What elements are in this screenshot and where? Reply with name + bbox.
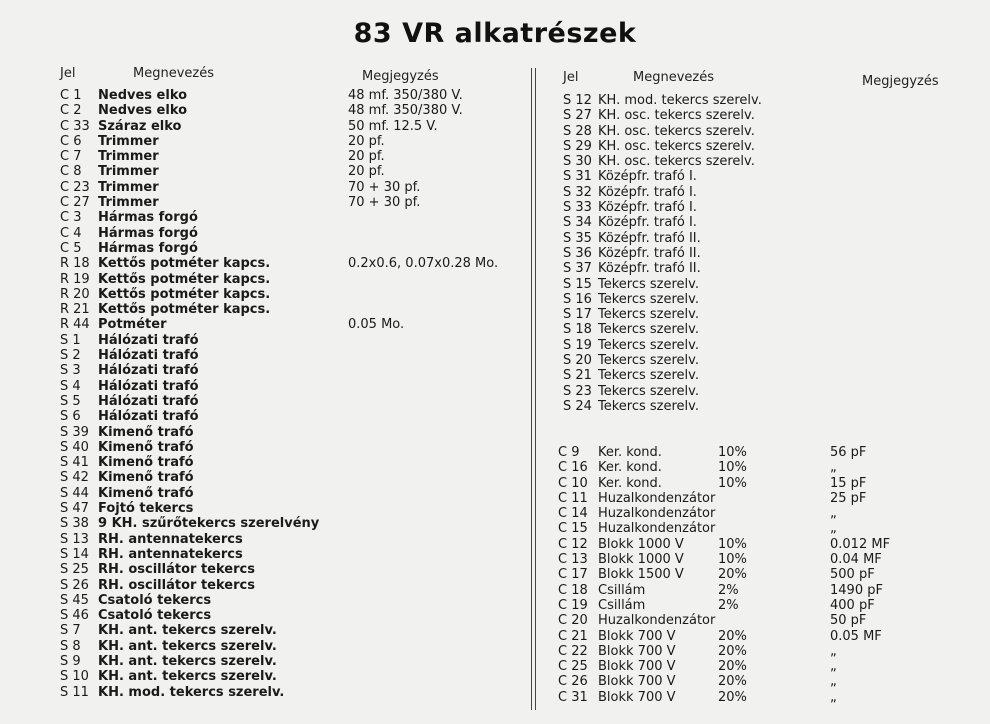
part-name: Blokk 700 V xyxy=(598,628,676,644)
part-id: C 8 xyxy=(60,164,82,180)
part-name: Csatoló tekercs xyxy=(98,608,212,624)
part-id: S 39 xyxy=(60,424,89,440)
part-name: Huzalkondenzátor xyxy=(598,613,716,629)
part-id: C 13 xyxy=(558,552,588,568)
table-row xyxy=(558,537,968,552)
part-note: „ xyxy=(830,506,837,522)
part-tolerance: 10% xyxy=(718,552,747,568)
table-row xyxy=(563,139,963,154)
part-tolerance: 10% xyxy=(718,475,747,491)
table-row xyxy=(563,322,963,337)
right-header-name: Megnevezés xyxy=(633,70,714,85)
part-note: 50 mf. 12.5 V. xyxy=(348,118,438,134)
part-id: S 26 xyxy=(60,577,89,593)
part-name: Hármas forgó xyxy=(98,210,198,226)
part-name: Tekercs szerelv. xyxy=(598,383,699,399)
part-id: C 18 xyxy=(558,582,588,598)
table-row xyxy=(60,164,520,179)
part-name: Trimmer xyxy=(98,149,159,165)
part-name: Középfr. trafó II. xyxy=(598,245,701,261)
part-name: Kettős potméter kapcs. xyxy=(98,302,271,318)
table-row xyxy=(60,669,520,684)
part-id: S 29 xyxy=(563,138,592,154)
part-id: S 38 xyxy=(60,516,89,532)
table-row xyxy=(60,470,520,485)
part-id: S 14 xyxy=(60,546,89,562)
part-name: Száraz elko xyxy=(98,118,182,134)
right-parts-list-top xyxy=(563,93,963,414)
part-name: Trimmer xyxy=(98,195,159,211)
table-row xyxy=(60,440,520,455)
part-id: S 21 xyxy=(563,368,592,384)
part-note: 50 pF xyxy=(830,613,867,629)
part-id: C 31 xyxy=(558,689,588,705)
part-name: KH. ant. tekercs szerelv. xyxy=(98,638,277,654)
part-name: Kimenő trafó xyxy=(98,455,194,471)
table-row xyxy=(558,476,968,491)
part-id: C 9 xyxy=(558,445,580,460)
table-row xyxy=(60,547,520,562)
part-id: C 25 xyxy=(558,659,588,675)
part-name: Tekercs szerelv. xyxy=(598,368,699,384)
part-id: C 2 xyxy=(60,103,82,119)
table-row xyxy=(60,425,520,440)
table-row xyxy=(563,108,963,123)
part-id: C 23 xyxy=(60,179,90,195)
table-row xyxy=(60,623,520,638)
part-note: 20 pf. xyxy=(348,149,385,165)
part-id: C 27 xyxy=(60,195,90,211)
part-id: C 16 xyxy=(558,460,588,476)
part-note: 70 + 30 pf. xyxy=(348,179,421,195)
part-id: S 27 xyxy=(563,108,592,124)
part-name: Középfr. trafó II. xyxy=(598,230,701,246)
table-row xyxy=(563,292,963,307)
part-name: Trimmer xyxy=(98,164,159,180)
part-name: Blokk 1000 V xyxy=(598,536,684,552)
table-row xyxy=(60,516,520,531)
part-name: Nedves elko xyxy=(98,103,188,119)
table-row xyxy=(558,445,968,460)
part-note: 500 pF xyxy=(830,567,875,583)
column-divider xyxy=(531,68,532,710)
table-row xyxy=(558,598,968,613)
table-row xyxy=(60,210,520,225)
part-id: S 35 xyxy=(563,230,592,246)
table-row xyxy=(60,532,520,547)
part-note: 25 pF xyxy=(830,490,867,506)
part-id: C 14 xyxy=(558,506,588,522)
part-name: Huzalkondenzátor xyxy=(598,521,716,537)
part-name: Ker. kond. xyxy=(598,475,662,491)
part-id: S 46 xyxy=(60,608,89,624)
part-note: „ xyxy=(830,659,837,675)
part-id: S 31 xyxy=(563,169,592,185)
table-row xyxy=(60,302,520,317)
part-id: S 23 xyxy=(563,383,592,399)
part-id: C 6 xyxy=(60,133,82,149)
part-note: 20 pf. xyxy=(348,133,385,149)
table-row xyxy=(563,368,963,383)
part-id: C 26 xyxy=(558,674,588,690)
left-parts-list xyxy=(60,88,520,700)
part-name: Tekercs szerelv. xyxy=(598,398,699,414)
part-id: S 33 xyxy=(563,200,592,216)
part-id: R 21 xyxy=(60,302,90,318)
part-id: C 4 xyxy=(60,225,82,241)
table-row xyxy=(563,307,963,322)
part-id: S 11 xyxy=(60,684,89,700)
table-row xyxy=(558,583,968,598)
table-row xyxy=(60,639,520,654)
part-note: „ xyxy=(830,674,837,690)
part-name: Kimenő trafó xyxy=(98,470,194,486)
part-name: 9 KH. szűrőtekercs szerelvény xyxy=(98,516,320,532)
part-tolerance: 2% xyxy=(718,597,739,613)
part-note: „ xyxy=(830,643,837,659)
table-row xyxy=(558,644,968,659)
table-row xyxy=(60,685,520,700)
part-note: „ xyxy=(830,460,837,476)
part-id: S 34 xyxy=(563,215,592,231)
part-tolerance: 20% xyxy=(718,567,747,583)
part-note: „ xyxy=(830,521,837,537)
table-row xyxy=(60,119,520,134)
part-id: S 3 xyxy=(60,363,81,379)
left-header-jel: Jel xyxy=(60,66,76,81)
table-row xyxy=(60,394,520,409)
part-name: Hálózati trafó xyxy=(98,348,199,364)
part-name: Huzalkondenzátor xyxy=(598,506,716,522)
part-name: Csillám xyxy=(598,597,646,613)
part-name: KH. ant. tekercs szerelv. xyxy=(98,669,277,685)
part-name: KH. ant. tekercs szerelv. xyxy=(98,653,277,669)
part-name: Trimmer xyxy=(98,179,159,195)
table-row xyxy=(60,379,520,394)
part-id: R 19 xyxy=(60,271,90,287)
part-name: Hálózati trafó xyxy=(98,409,199,425)
part-id: S 32 xyxy=(563,184,592,200)
part-note: 0.04 MF xyxy=(830,552,882,568)
part-id: S 8 xyxy=(60,638,81,654)
part-name: Ker. kond. xyxy=(598,460,662,476)
part-tolerance: 20% xyxy=(718,643,747,659)
part-name: Ker. kond. xyxy=(598,445,662,460)
part-tolerance: 10% xyxy=(718,536,747,552)
part-id: S 6 xyxy=(60,409,81,425)
part-tolerance: 20% xyxy=(718,689,747,705)
table-row xyxy=(558,690,968,705)
part-id: S 44 xyxy=(60,485,89,501)
part-name: Tekercs szerelv. xyxy=(598,322,699,338)
part-id: S 36 xyxy=(563,245,592,261)
table-row xyxy=(60,241,520,256)
part-name: RH. oscillátor tekercs xyxy=(98,562,255,578)
part-id: S 7 xyxy=(60,623,81,639)
part-note: 70 + 30 pf. xyxy=(348,195,421,211)
part-id: C 7 xyxy=(60,149,82,165)
part-id: S 13 xyxy=(60,531,89,547)
part-id: C 1 xyxy=(60,88,82,103)
part-name: Kettős potméter kapcs. xyxy=(98,271,271,287)
part-name: Középfr. trafó I. xyxy=(598,200,697,216)
part-id: S 5 xyxy=(60,393,81,409)
part-id: S 37 xyxy=(563,261,592,277)
table-row xyxy=(563,353,963,368)
part-name: Tekercs szerelv. xyxy=(598,353,699,369)
part-name: Tekercs szerelv. xyxy=(598,307,699,323)
table-row xyxy=(60,317,520,332)
part-name: Középfr. trafó I. xyxy=(598,215,697,231)
table-row xyxy=(558,674,968,689)
table-row xyxy=(563,246,963,261)
part-name: Blokk 700 V xyxy=(598,689,676,705)
part-id: R 18 xyxy=(60,256,90,272)
table-row xyxy=(563,277,963,292)
table-row xyxy=(563,124,963,139)
table-row xyxy=(60,134,520,149)
part-id: C 5 xyxy=(60,240,82,256)
part-name: Blokk 700 V xyxy=(598,674,676,690)
part-id: S 16 xyxy=(563,291,592,307)
part-id: S 45 xyxy=(60,592,89,608)
part-name: RH. antennatekercs xyxy=(98,546,243,562)
table-row xyxy=(563,261,963,276)
part-name: Potméter xyxy=(98,317,167,333)
part-name: Hálózati trafó xyxy=(98,378,199,394)
right-header-jel: Jel xyxy=(563,70,579,85)
part-id: S 28 xyxy=(563,123,592,139)
part-name: Csatoló tekercs xyxy=(98,592,212,608)
part-id: S 30 xyxy=(563,154,592,170)
part-id: S 9 xyxy=(60,653,81,669)
part-name: KH. ant. tekercs szerelv. xyxy=(98,623,277,639)
part-id: S 4 xyxy=(60,378,81,394)
part-id: S 17 xyxy=(563,307,592,323)
part-id: C 10 xyxy=(558,475,588,491)
table-row xyxy=(563,154,963,169)
part-name: Középfr. trafó I. xyxy=(598,169,697,185)
part-name: Tekercs szerelv. xyxy=(598,276,699,292)
part-note: 20 pf. xyxy=(348,164,385,180)
table-row xyxy=(60,578,520,593)
table-row xyxy=(60,608,520,623)
part-name: Hálózati trafó xyxy=(98,393,199,409)
part-name: Huzalkondenzátor xyxy=(598,490,716,506)
part-name: RH. antennatekercs xyxy=(98,531,243,547)
table-row xyxy=(558,521,968,536)
part-id: C 12 xyxy=(558,536,588,552)
part-id: C 21 xyxy=(558,628,588,644)
table-row xyxy=(60,103,520,118)
table-row xyxy=(563,215,963,230)
part-id: S 24 xyxy=(563,398,592,414)
part-id: R 44 xyxy=(60,317,90,333)
part-name: Csillám xyxy=(598,582,646,598)
table-row xyxy=(60,562,520,577)
table-row xyxy=(60,654,520,669)
part-name: Kimenő trafó xyxy=(98,485,194,501)
right-parts-list-bottom xyxy=(558,445,968,705)
table-row xyxy=(60,333,520,348)
part-name: Tekercs szerelv. xyxy=(598,291,699,307)
part-name: Kimenő trafó xyxy=(98,424,194,440)
part-tolerance: 20% xyxy=(718,659,747,675)
part-name: KH. osc. tekercs szerelv. xyxy=(598,123,755,139)
table-row xyxy=(563,169,963,184)
table-row xyxy=(563,93,963,108)
part-id: S 15 xyxy=(563,276,592,292)
part-id: C 33 xyxy=(60,118,90,134)
table-row xyxy=(60,195,520,210)
part-name: KH. osc. tekercs szerelv. xyxy=(598,138,755,154)
part-id: S 10 xyxy=(60,669,89,685)
part-id: C 19 xyxy=(558,597,588,613)
part-note: 0.05 MF xyxy=(830,628,882,644)
part-id: S 47 xyxy=(60,501,89,517)
part-name: Kettős potméter kapcs. xyxy=(98,256,271,272)
left-header-name: Megnevezés xyxy=(133,66,214,81)
part-name: RH. oscillátor tekercs xyxy=(98,577,255,593)
part-name: KH. mod. tekercs szerelv. xyxy=(98,684,285,700)
part-id: S 40 xyxy=(60,439,89,455)
part-tolerance: 20% xyxy=(718,674,747,690)
part-name: Középfr. trafó II. xyxy=(598,261,701,277)
part-name: KH. osc. tekercs szerelv. xyxy=(598,154,755,170)
part-id: C 15 xyxy=(558,521,588,537)
table-row xyxy=(60,455,520,470)
part-name: KH. osc. tekercs szerelv. xyxy=(598,108,755,124)
part-name: Blokk 1000 V xyxy=(598,552,684,568)
part-note: 48 mf. 350/380 V. xyxy=(348,103,463,119)
part-name: Hálózati trafó xyxy=(98,332,199,348)
table-row xyxy=(558,552,968,567)
part-note: 0.012 MF xyxy=(830,536,891,552)
part-name: Blokk 1500 V xyxy=(598,567,684,583)
part-note: 400 pF xyxy=(830,597,875,613)
part-name: Trimmer xyxy=(98,133,159,149)
table-row xyxy=(60,180,520,195)
part-name: Blokk 700 V xyxy=(598,643,676,659)
table-row xyxy=(558,460,968,475)
part-name: Kettős potméter kapcs. xyxy=(98,286,271,302)
part-id: S 20 xyxy=(563,353,592,369)
part-note: 1490 pF xyxy=(830,582,883,598)
table-row xyxy=(563,231,963,246)
part-name: Hármas forgó xyxy=(98,240,198,256)
part-note: 0.05 Mo. xyxy=(348,317,405,333)
part-name: Fojtó tekercs xyxy=(98,501,194,517)
part-id: S 19 xyxy=(563,337,592,353)
part-id: S 42 xyxy=(60,470,89,486)
table-row xyxy=(558,659,968,674)
table-row xyxy=(558,491,968,506)
right-header-note: Megjegyzés xyxy=(862,74,939,89)
part-id: C 20 xyxy=(558,613,588,629)
part-id: C 22 xyxy=(558,643,588,659)
part-tolerance: 20% xyxy=(718,628,747,644)
table-row xyxy=(60,226,520,241)
part-id: S 12 xyxy=(563,93,592,108)
table-row xyxy=(558,506,968,521)
part-id: S 25 xyxy=(60,562,89,578)
left-header-note: Megjegyzés xyxy=(362,69,439,84)
part-name: Nedves elko xyxy=(98,88,188,103)
part-name: Tekercs szerelv. xyxy=(598,337,699,353)
page-title: 83 VR alkatrészek xyxy=(353,18,637,49)
part-tolerance: 10% xyxy=(718,445,747,460)
part-name: Hálózati trafó xyxy=(98,363,199,379)
part-name: Blokk 700 V xyxy=(598,659,676,675)
table-row xyxy=(563,384,963,399)
table-row xyxy=(60,501,520,516)
part-id: S 2 xyxy=(60,348,81,364)
part-name: Kimenő trafó xyxy=(98,439,194,455)
part-note: „ xyxy=(830,689,837,705)
part-tolerance: 2% xyxy=(718,582,739,598)
table-row xyxy=(60,348,520,363)
table-row xyxy=(60,287,520,302)
table-row xyxy=(563,185,963,200)
part-id: C 17 xyxy=(558,567,588,583)
table-row xyxy=(60,486,520,501)
part-note: 48 mf. 350/380 V. xyxy=(348,88,463,103)
table-row xyxy=(563,200,963,215)
part-id: C 11 xyxy=(558,490,588,506)
part-id: S 18 xyxy=(563,322,592,338)
part-note: 15 pF xyxy=(830,475,867,491)
table-row xyxy=(60,149,520,164)
column-divider xyxy=(535,68,536,710)
table-row xyxy=(60,272,520,287)
part-note: 56 pF xyxy=(830,445,867,460)
part-tolerance: 10% xyxy=(718,460,747,476)
part-id: R 20 xyxy=(60,286,90,302)
table-row xyxy=(60,409,520,424)
part-id: C 3 xyxy=(60,210,82,226)
table-row xyxy=(563,338,963,353)
part-name: Középfr. trafó I. xyxy=(598,184,697,200)
table-row xyxy=(558,613,968,628)
part-note: 0.2x0.6, 0.07x0.28 Mo. xyxy=(348,256,499,272)
table-row xyxy=(558,567,968,582)
part-id: S 1 xyxy=(60,332,81,348)
part-id: S 41 xyxy=(60,455,89,471)
part-name: Hármas forgó xyxy=(98,225,198,241)
part-name: KH. mod. tekercs szerelv. xyxy=(598,93,762,108)
table-row xyxy=(558,629,968,644)
table-row xyxy=(563,399,963,414)
table-row xyxy=(60,593,520,608)
table-row xyxy=(60,88,520,103)
table-row xyxy=(60,363,520,378)
table-row xyxy=(60,256,520,271)
